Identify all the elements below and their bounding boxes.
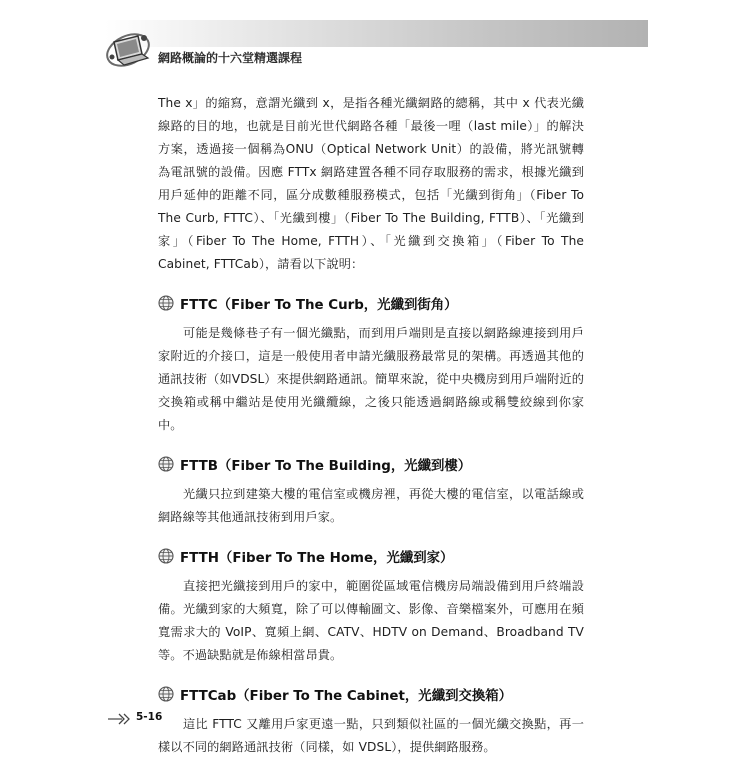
section-body-fttb: 光纖只拉到建築大樓的電信室或機房裡，再從大樓的電信室，以電話線或網路線等其他通訊技術到用戶家。 [158,487,584,524]
page-number: 5-16 [136,711,163,723]
section-heading-text: FTTH（Fiber To The Home，光纖到家） [180,550,454,566]
section-body-fttcab: 這比 FTTC 又離用戶家更遠一點，只到類似社區的一個光纖交換點，再一樣以不同的網路通訊技術（同樣，如 VDSL），提供網路服務。 [158,717,584,754]
header-band [105,20,648,47]
section-heading-fttb [158,453,584,475]
section-body-ftth: 直接把光纖接到用戶的家中，範圍從區域電信機房局端設備到用戶終端設備。光纖到家的大頻寬，除了可以傳輸圖文、影像、音樂檔案外，可應用在頻寬需求大的 VoIP、寬頻上網、CATV、HDTV on Demand、Broadband TV 等。不過缺點就是佈線相當昂貴。 [158,579,584,662]
main-content [158,92,584,759]
globe-icon [158,548,174,564]
section-heading-ftth [158,545,584,567]
section-heading-text: FTTB（Fiber To The Building，光纖到樓） [180,458,472,474]
laptop-with-network-ring-icon [104,24,154,72]
globe-icon [158,686,174,702]
globe-icon [158,295,174,311]
section-heading-text: FTTC（Fiber To The Curb，光纖到街角） [180,297,458,313]
globe-icon [158,456,174,472]
section-heading-fttc [158,292,584,314]
section-heading-fttcab [158,683,584,705]
section-heading-text: FTTCab（Fiber To The Cabinet，光纖到交換箱） [180,688,513,704]
double-chevron-arrow-icon [108,712,132,726]
chapter-running-title: 網路概論的十六堂精選課程 [158,51,303,65]
intro-paragraph: The x」的縮寫，意謂光纖到 x，是指各種光纖網路的總稱，其中 x 代表光纖線路的目的地，也就是目前光世代網路各種「最後一哩（last mile）」的解決方案，透過接一個稱為ONU（Optical Network Unit）的設備，將光訊號轉為電訊號的設備。因應 FTTx 網路建置各種不同存取服務的需求，根據光纖到用戶延伸的距離不同，區分成數種服務模式，包括「光纖到街角」（Fiber To The Curb, FTTC）、「光纖到樓」（Fiber To The Building, FTTB）、「光纖到家」（Fiber To The Home, FTTH）、「光纖到交換箱」（Fiber To The Cabinet, FTTCab），請看以下說明： [158,96,584,271]
section-body-fttc: 可能是幾條巷子有一個光纖點，而到用戶端則是直接以網路線連接到用戶家附近的介接口，這是一般使用者申請光纖服務最常見的架構。再透過其他的通訊技術（如VDSL）來提供網路通訊。簡單來說，從中央機房到用戶端附近的交換箱或稱中繼站是使用光纖纜線，之後只能透過網路線或稱雙絞線到你家中。 [158,326,584,432]
